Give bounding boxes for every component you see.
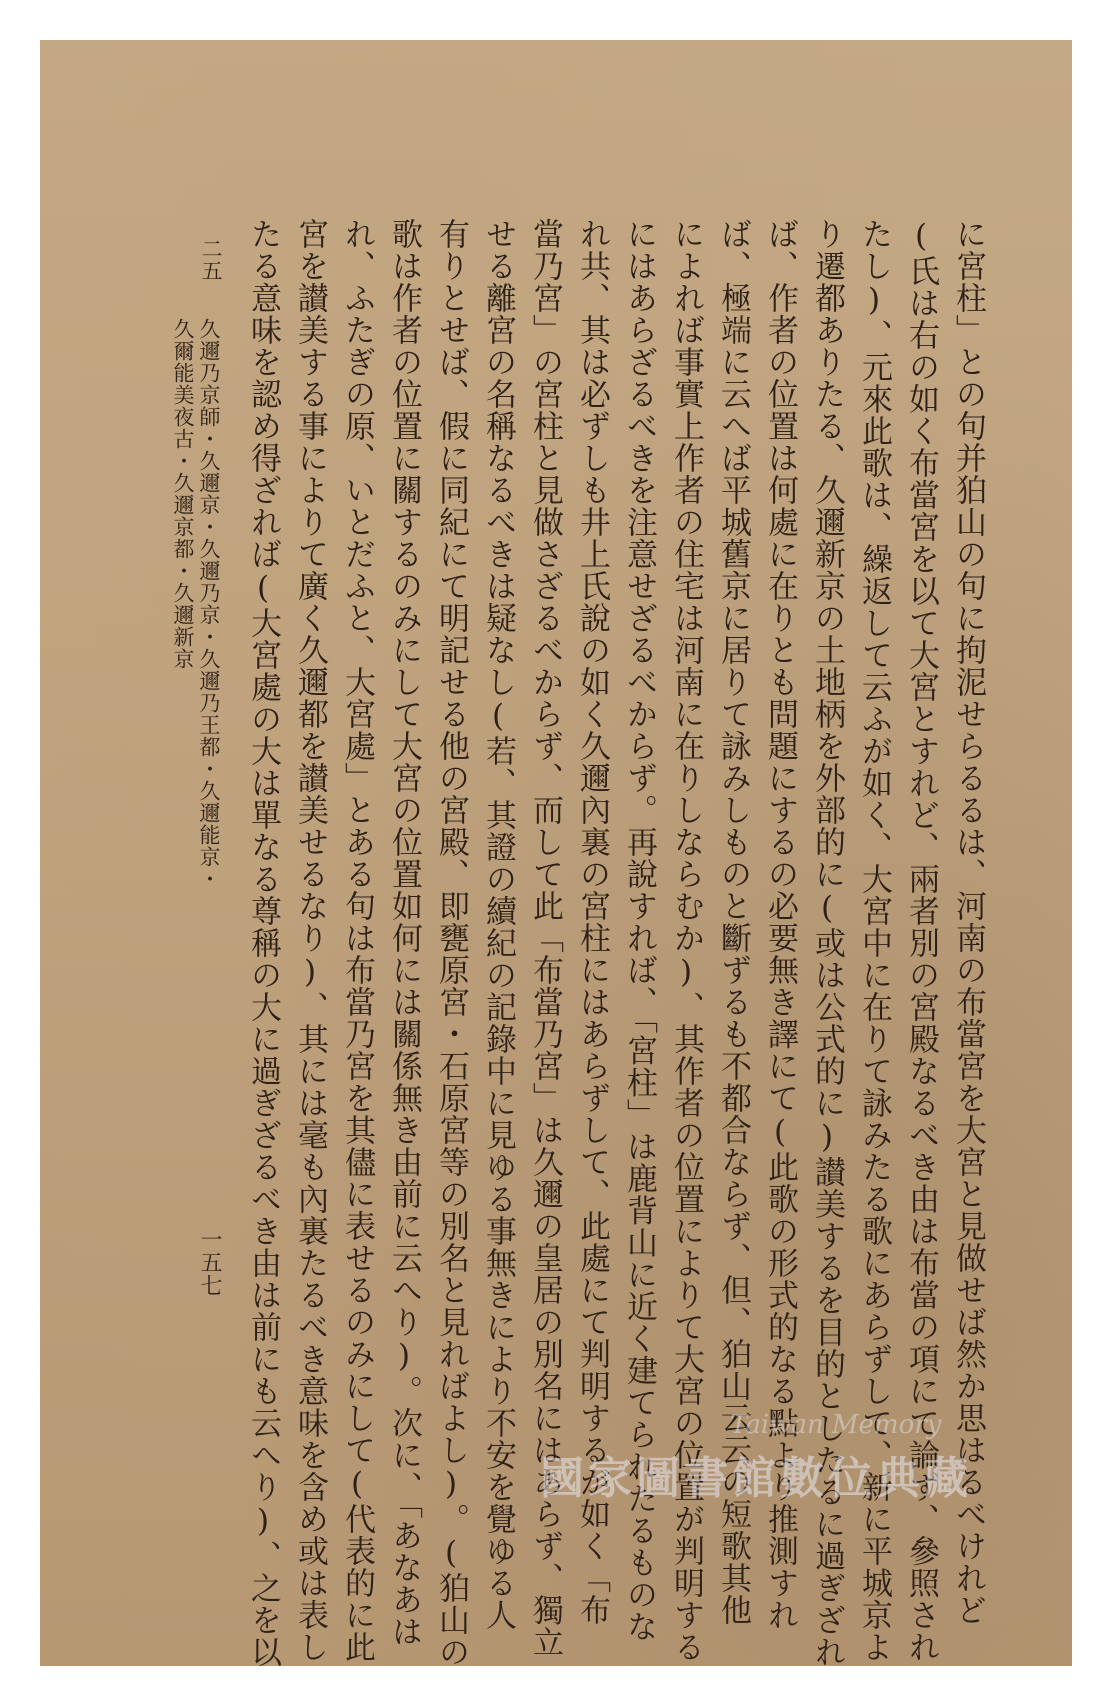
text-column: せる離宮の名稱なるべきは疑なし(若、其證の續紀の記錄中に見ゆる事無きにより不安を覺ゆる人 [480,218,516,1631]
text-column: たる意味を認め得ざれば(大宮處の大は單なる尊稱の大に過ぎざるべき由は前にも云へり)、之を以 [245,218,281,1668]
scan-frame [40,40,1072,1666]
watermark-text: 國家圖書館數位典藏 [540,1453,972,1504]
text-column: に宮柱」との句并狛山の句に拘泥せらるるは、河南の布當宮を大宮と見做せば然か思はるべけれど [950,218,986,1626]
text-column: 宮を讃美する事によりて廣く久邇都を讃美せるなり)、其には毫も內裏たるべき意味を含め或は表し [292,218,328,1663]
text-column: れ共、其は必ずしも井上氏說の如く久邇內裏の宮柱にはあらずして、此處にて判明するが如く「布 [574,218,610,1626]
text-column: り遷都ありたる、久邇新京の土地柄を外部的に(或は公式的に)讃美するを目的としたるに過ぎざれ [809,218,845,1668]
text-column: ば、極端に云へば平城舊京に居りて詠みしものと斷ずるも不都合ならず、但、狛山云云の短歌其他 [715,218,751,1626]
page-number: 一五七 [197,1228,222,1297]
text-column: たし)、元來此歌は、繰返して云ふが如く、大宮中に在りて詠みたる歌にあらずして、新に平城京よ [856,218,892,1663]
text-column: にはあらざるべきを注意せざるべからず。再說すれば、「宮柱」は鹿背山に近く建てられたるものな [621,218,657,1643]
text-column: (氏は右の如く布當宮を以て大宮とすれど、兩者別の宮殿なるべき由は布當の項にて論ず、參照され [903,218,939,1663]
running-head-line2: 久爾能美夜古・久邇京都・久邇新京 [171,318,195,670]
watermark-subtitle: Taiwan Memory [730,1410,942,1440]
running-head-line1: 久邇乃京師・久邇京・久邇乃京・久邇乃王都・久邇能京・ [197,318,221,890]
text-column: によれば事實上作者の住宅は河南に在りしならむか)、其作者の位置によりて大宮の位置が判明する [668,218,704,1663]
text-column: 有りとせば、假に同紀にて明記せる他の宮殿、即甕原宮・石原宮等の別名と見ればよし)。(狛山の [433,218,469,1668]
text-column: 當乃宮」の宮柱と見做さざるべからず、而して此「布當乃宮」は久邇の皇居の別名にはあらず、獨立 [527,218,563,1658]
text-column: ば、作者の位置は何處に在りとも問題にするの必要無き譯にて(此歌の形式的なる點より推測すれ [762,218,798,1631]
text-column: 歌は作者の位置に關するのみにして大宮の位置如何には關係無き由前に云へり)。次に、「あなあは [386,218,422,1648]
book-page [40,40,1072,1666]
text-column: れ、ふたぎの原、いとだふと、大宮處」とある句は布當乃宮を其儘に表せるのみにして(代表的に此 [339,218,375,1663]
section-number: 二五 [199,238,223,282]
